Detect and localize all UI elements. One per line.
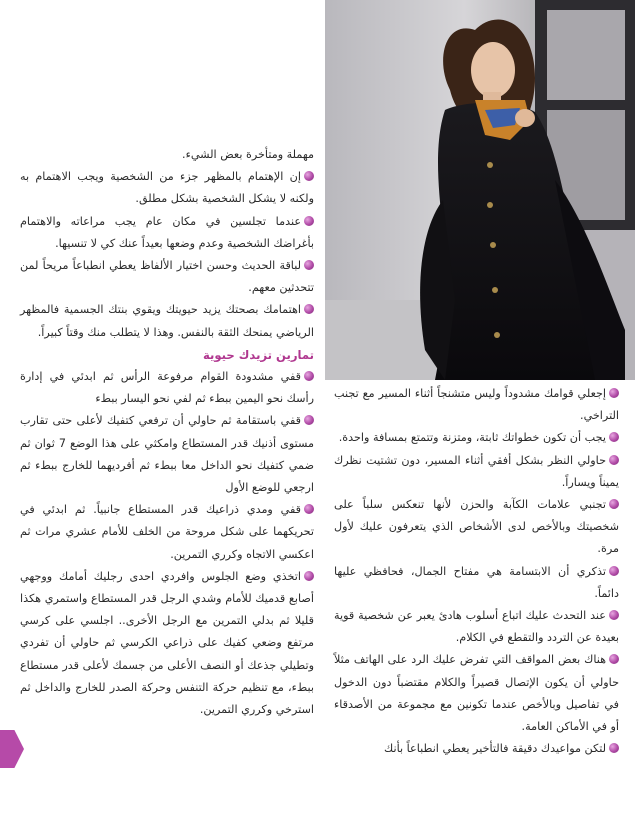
list-item-text: قفي باستقامة ثم حاولي أن ترفعي كتفيك لأعلى حتى تقارب مستوى أذنيك قدر المستطاع وامكثي على هذا الوضع 7 ثوان ثم ضمي كتفيك نحو الداخل معا ببطء ثم أفرديهما للخارج ببطء ثم ارجعي للوضع الأول [20, 414, 314, 495]
bullet-icon [304, 571, 314, 581]
bullet-icon [304, 260, 314, 270]
bullet-icon [609, 455, 619, 465]
list-item [334, 605, 619, 649]
list-item [20, 566, 314, 721]
intro-line: مهملة ومتأخرة بعض الشيء. [182, 148, 314, 161]
fashion-photo [325, 0, 635, 380]
bullet-icon [609, 388, 619, 398]
bullet-icon [609, 432, 619, 442]
list-item-text: حاولي النظر بشكل أفقي أثناء المسير، دون تشتيت نظرك يميناً ويساراً. [334, 453, 619, 489]
list-item [20, 499, 314, 566]
left-text-column [20, 144, 314, 721]
list-item-text: إجعلي قوامك مشدوداً وليس متشنجاً أثناء المسير مع تجنب التراخي. [334, 387, 619, 423]
list-item [334, 427, 619, 449]
bullet-icon [609, 566, 619, 576]
list-item-text: هناك بعض المواقف التي تفرض عليك الرد على الهاتف مثلاً حاولي أن يكون الإتصال قصيراً والكلام مقتضباً دون الدخول في تفاصيل وبالأخص عندما تكونين مع مجموعة من الأصدقاء أو في الأماكن العامة. [334, 653, 619, 734]
bullet-icon [609, 610, 619, 620]
bullet-icon [304, 216, 314, 226]
list-item [334, 494, 619, 561]
list-item-text: عند التحدث عليك اتباع أسلوب هادئ يعبر عن شخصية قوية بعيدة عن التردد والتقطع في الكلام. [334, 609, 619, 645]
list-item [20, 211, 314, 255]
page-tab-shape [0, 730, 24, 768]
list-item [20, 299, 314, 343]
bullet-icon [304, 371, 314, 381]
list-item-text: لتكن مواعيدك دقيقة فالتأخير يعطي انطباعاً بأنك [384, 742, 606, 756]
section-heading: تمارين تزيدك حيوية [203, 347, 314, 362]
bullet-icon [304, 504, 314, 514]
list-item [334, 450, 619, 494]
list-item [334, 738, 619, 760]
bullet-icon [304, 171, 314, 181]
list-item-text: لباقة الحديث وحسن اختيار الألفاظ يعطي انطباعاً مريحاً لمن تتحدثين معهم. [20, 259, 314, 295]
list-item [334, 649, 619, 738]
bullet-icon [609, 499, 619, 509]
list-item-text: عندما تجلسين في مكان عام يجب مراعاته والاهتمام بأغراضك الشخصية وعدم وضعها بعيداً عنك كي لا تنسيها. [20, 214, 314, 250]
list-item [334, 383, 619, 427]
bullet-icon [304, 415, 314, 425]
list-item [20, 410, 314, 499]
list-item-text: تجنبي علامات الكآبة والحزن لأنها تنعكس سلباً على شخصيتك وبالأخص لدى الأشخاص الذي يتعرفون عليك لأول مرة. [334, 498, 619, 556]
list-item [20, 166, 314, 210]
list-item [20, 255, 314, 299]
list-item-text: يجب أن تكون خطواتك ثابتة، ومتزنة وتتمتع بمسافة واحدة. [338, 431, 606, 445]
page-number-tab [0, 730, 32, 768]
list-item-text: اتخذي وضع الجلوس وافردي احدى رجليك أمامك ووجهي أصابع قدميك للأمام وشدي الرجل قدر المستطاع واستمري هكذا قليلا ثم بدلي التمرين مع الرجل الأخرى.. اجلسي على كرسي مرتفع وضعي كفيك على ذراعي الكرسي ثم حاولي أن تفردي وتطيلي جذعك أو النصف الأعلى من جسمك لأعلى قدر مستطاع ببطء، مع تنظيم حركة التنفس وحركة الصدر للخارج والداخل ثم استرخي وكرري التمرين. [20, 569, 314, 717]
list-item-text: إن الإهتمام بالمظهر جزء من الشخصية ويجب الاهتمام به ولكنه لا يشكل الشخصية بشكل مطلق. [20, 170, 314, 206]
list-item-text: قفي مشدودة القوام مرفوعة الرأس ثم ابدئي في إدارة رأسك نحو اليمين ببطء ثم لفي نحو اليسار ببطء [20, 370, 314, 406]
list-item-text: قفي ومدي ذراعيك قدر المستطاع جانبياً. ثم ابدئي في تحريكهما على شكل مروحة من الخلف للأمام عشري مرات ثم اعكسي الاتجاه وكرري التمرين. [20, 503, 314, 561]
list-item [20, 366, 314, 410]
bullet-icon [304, 304, 314, 314]
list-item [334, 561, 619, 605]
right-text-column [334, 383, 619, 760]
list-item-text: تذكري أن الابتسامة هي مفتاح الجمال، فحافظي عليها دائماً. [334, 564, 619, 600]
bullet-icon [609, 743, 619, 753]
bullet-icon [609, 654, 619, 664]
list-item-text: اهتمامك بصحتك يزيد حيويتك ويقوي بنتك الجسمية فالمظهر الرياضي يمنحك الثقة بالنفس. وهذا لا يتطلب منك وقتاً كبيراً. [20, 303, 314, 339]
